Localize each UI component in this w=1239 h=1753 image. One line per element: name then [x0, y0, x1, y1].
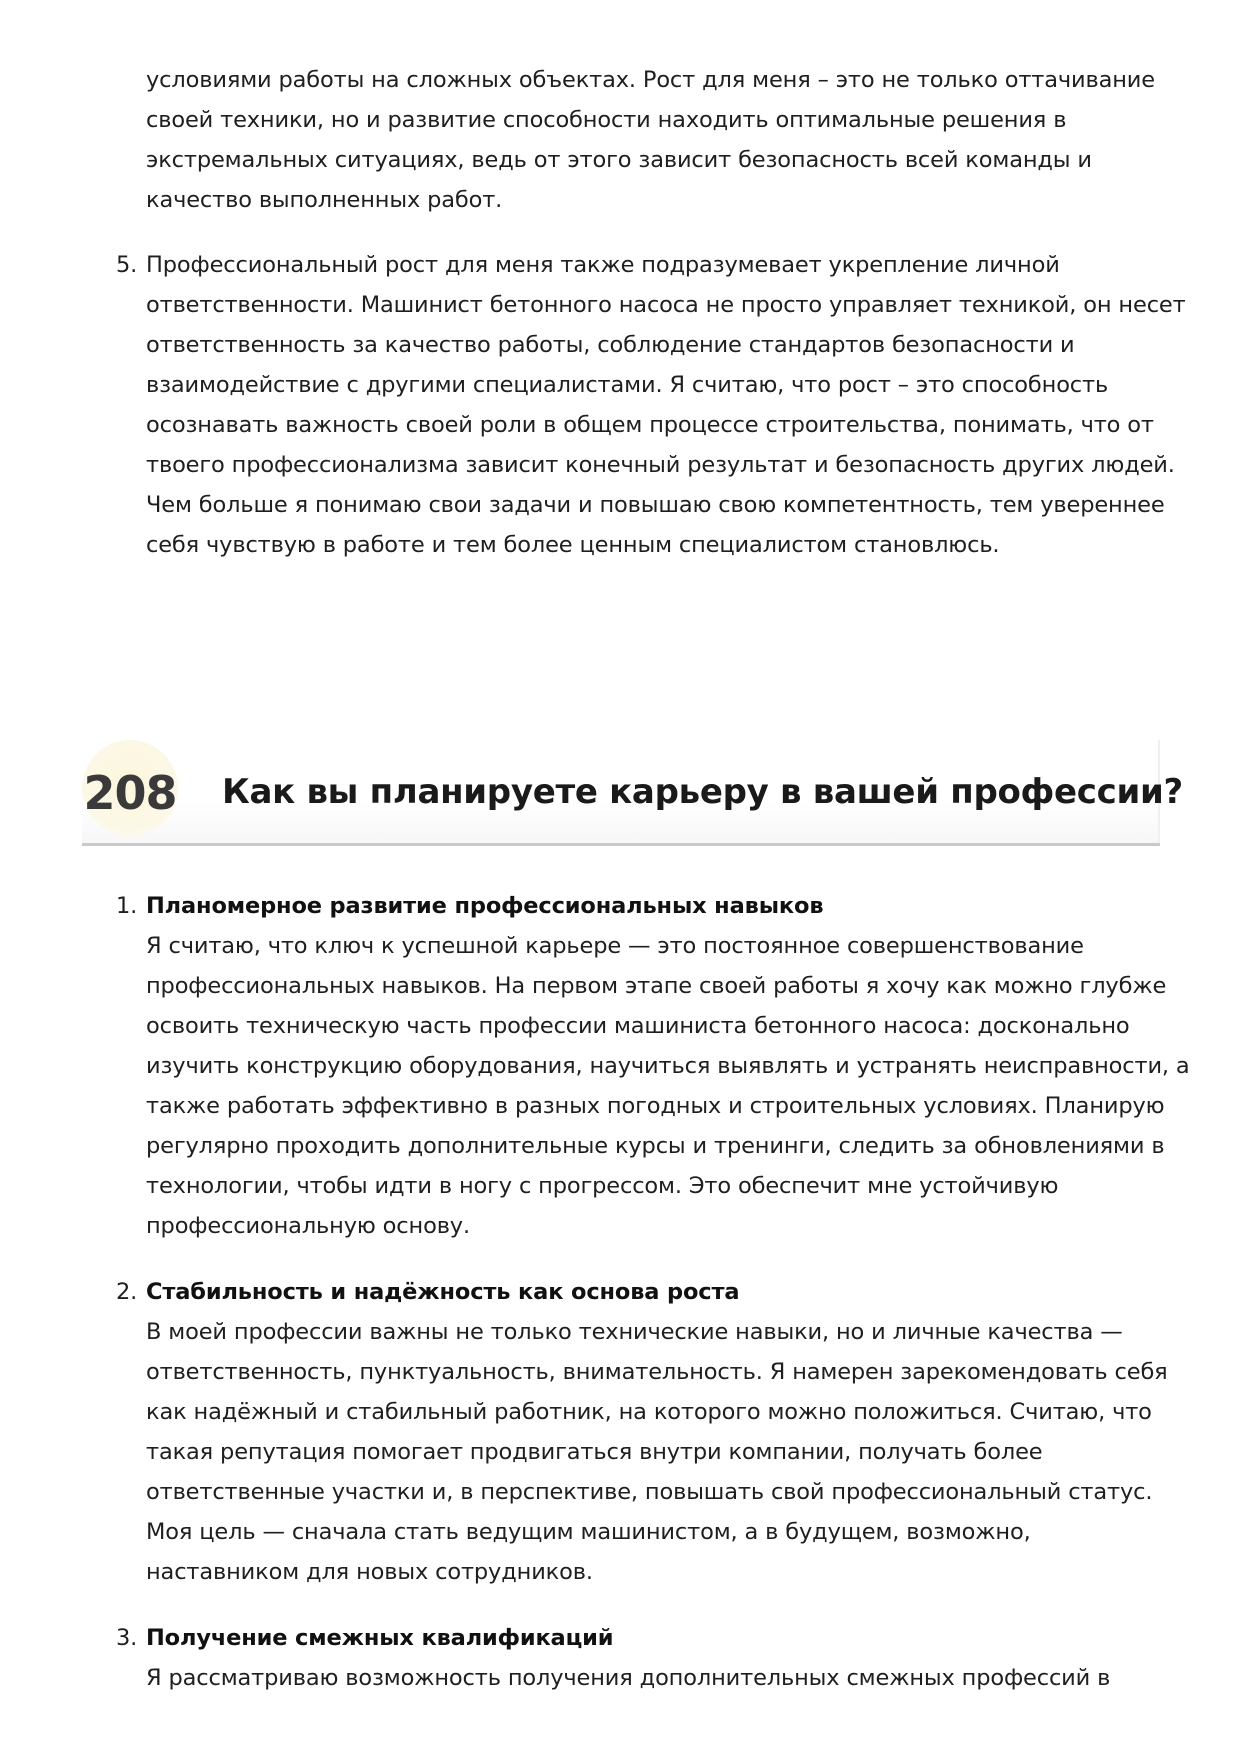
- text-line: наставником для новых сотрудников.: [146, 1559, 593, 1585]
- text-line: технологии, чтобы идти в ногу с прогрессом. Это обеспечит мне устойчивую: [146, 1173, 1059, 1199]
- text-line: изучить конструкцию оборудования, научиться выявлять и устранять неисправности, а: [146, 1053, 1190, 1079]
- question-title: Как вы планируете карьеру в вашей профессии?: [222, 772, 1183, 812]
- text-line: профессиональную основу.: [146, 1213, 470, 1239]
- text-line: как надёжный и стабильный работник, на которого можно положиться. Считаю, что: [146, 1399, 1152, 1425]
- text-line: ответственности. Машинист бетонного насоса не просто управляет техникой, он несет: [146, 292, 1186, 318]
- text-line: взаимодействие с другими специалистами. Я считаю, что рост – это способность: [146, 372, 1109, 398]
- answer-title: Получение смежных квалификаций: [146, 1625, 614, 1651]
- list-number: 3.: [116, 1625, 138, 1651]
- list-number: 1.: [116, 893, 138, 919]
- text-line: Моя цель — сначала стать ведущим машинистом, а в будущем, возможно,: [146, 1519, 1031, 1545]
- text-line: В моей профессии важны не только технические навыки, но и личные качества —: [146, 1319, 1123, 1345]
- text-line: экстремальных ситуациях, ведь от этого зависит безопасность всей команды и: [146, 147, 1092, 173]
- answer-item-1: [116, 886, 1190, 1246]
- question-heading: [82, 740, 1183, 846]
- answer-item-2: [116, 1272, 1168, 1592]
- text-line: осознавать важность своей роли в общем процессе строительства, понимать, что от: [146, 412, 1154, 438]
- text-line: освоить техническую часть профессии машиниста бетонного насоса: досконально: [146, 1013, 1130, 1039]
- text-line: своей техники, но и развитие способности находить оптимальные решения в: [146, 107, 1067, 133]
- text-line: условиями работы на сложных объектах. Рост для меня – это не только оттачивание: [146, 67, 1155, 93]
- item-4-continuation: [146, 60, 1156, 220]
- answer-item-3: [116, 1618, 1156, 1698]
- heading-divider: [82, 843, 1160, 846]
- list-number: 5.: [116, 252, 138, 278]
- list-number: 2.: [116, 1279, 138, 1305]
- text-line: Профессиональный рост для меня также подразумевает укрепление личной: [146, 252, 1060, 278]
- list-item-5: [116, 245, 1186, 565]
- text-line: Я рассматриваю возможность получения дополнительных смежных профессий в: [146, 1665, 1111, 1691]
- text-line: такая репутация помогает продвигаться внутри компании, получать более: [146, 1439, 1043, 1465]
- answer-title: Стабильность и надёжность как основа роста: [146, 1279, 740, 1305]
- text-line: регулярно проходить дополнительные курсы и тренинги, следить за обновлениями в: [146, 1133, 1165, 1159]
- text-line: Я считаю, что ключ к успешной карьере — это постоянное совершенствование: [146, 933, 1084, 959]
- text-line: себя чувствую в работе и тем более ценным специалистом становлюсь.: [146, 532, 1000, 558]
- text-line: твоего профессионализма зависит конечный результат и безопасность других людей.: [146, 452, 1175, 478]
- answer-title: Планомерное развитие профессиональных навыков: [146, 893, 824, 919]
- text-line: ответственные участки и, в перспективе, повышать свой профессиональный статус.: [146, 1479, 1153, 1505]
- question-number: 208: [83, 766, 177, 820]
- text-line: качество выполненных работ.: [146, 187, 503, 213]
- text-line: также работать эффективно в разных погодных и строительных условиях. Планирую: [146, 1093, 1165, 1119]
- text-line: Чем больше я понимаю свои задачи и повышаю свою компетентность, тем увереннее: [146, 492, 1165, 518]
- text-line: профессиональных навыков. На первом этапе своей работы я хочу как можно глубже: [146, 973, 1167, 999]
- text-line: ответственность за качество работы, соблюдение стандартов безопасности и: [146, 332, 1075, 358]
- text-line: ответственность, пунктуальность, внимательность. Я намерен зарекомендовать себя: [146, 1359, 1168, 1385]
